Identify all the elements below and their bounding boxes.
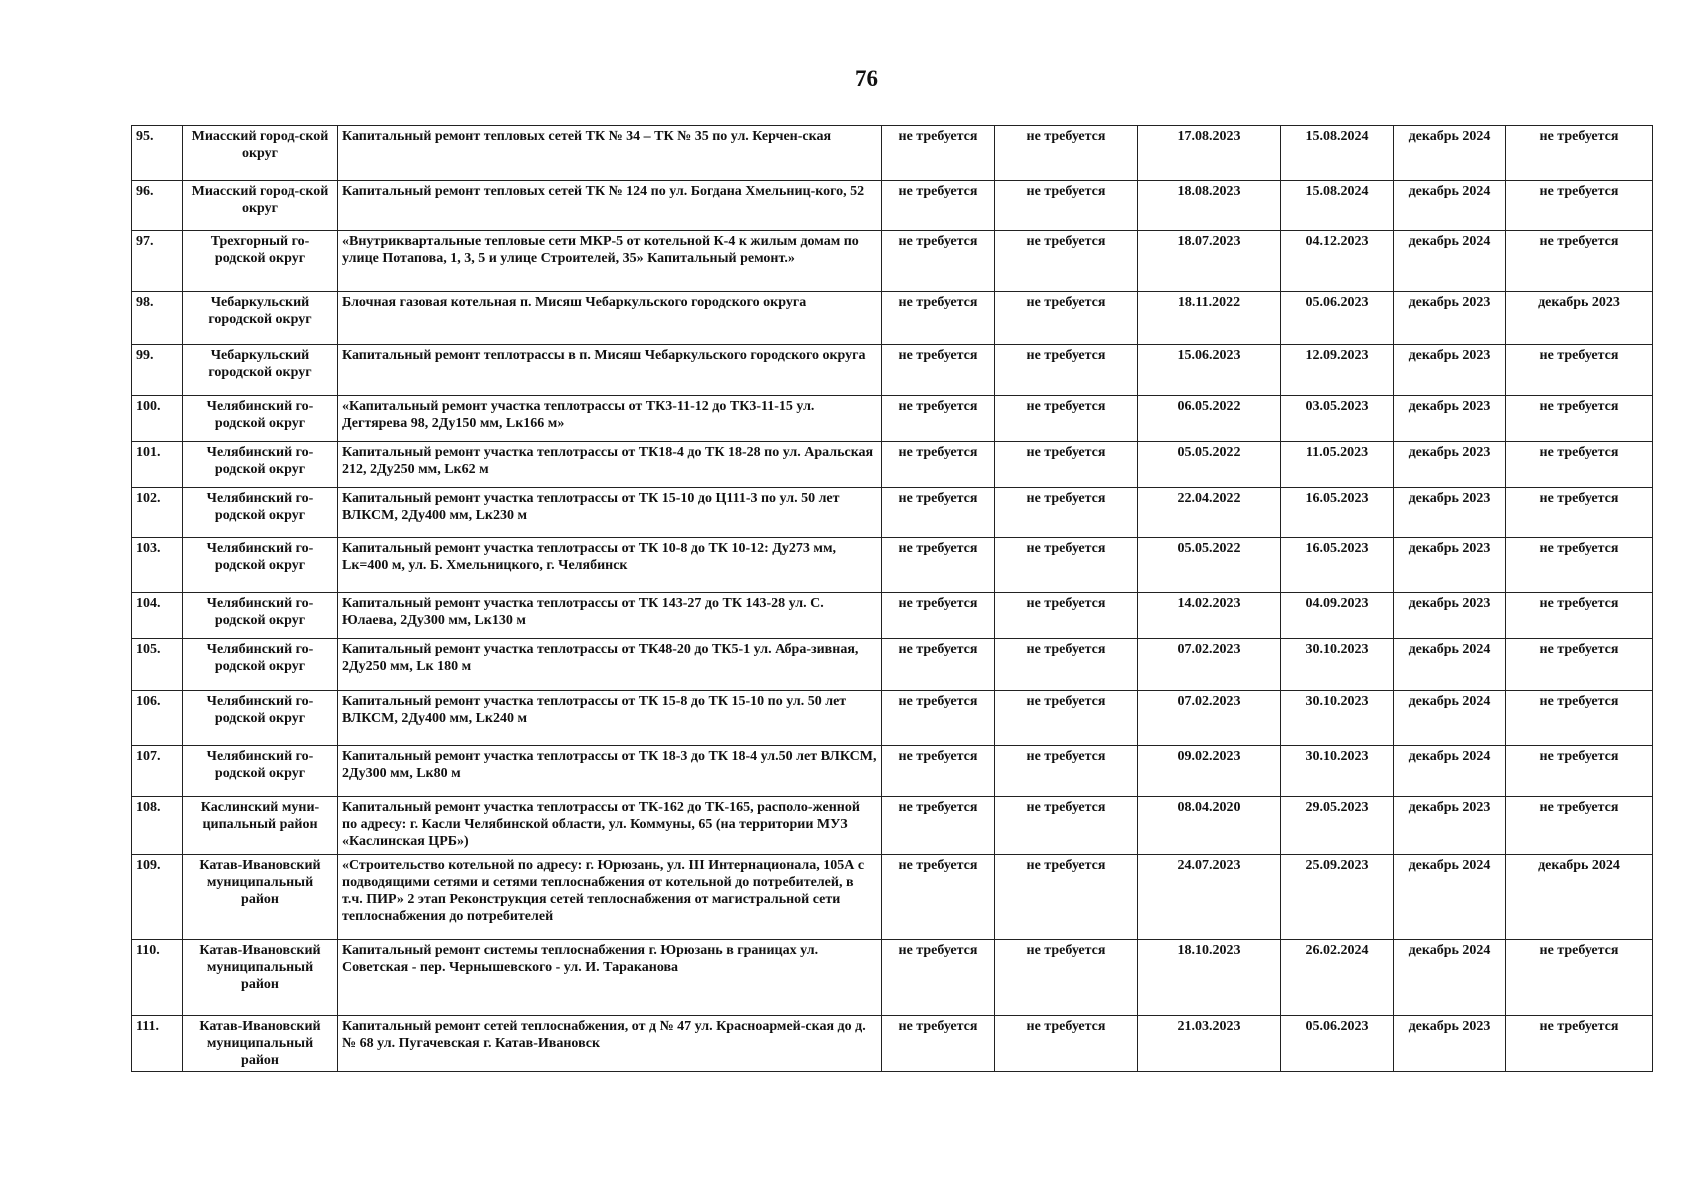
term-cell: декабрь 2023 — [1394, 345, 1506, 396]
requirement-1-cell: не требуется — [882, 797, 995, 855]
date-start-cell: 18.08.2023 — [1138, 181, 1281, 231]
last-column-cell: не требуется — [1506, 797, 1653, 855]
table-row — [132, 940, 1653, 1016]
table-body — [132, 126, 1653, 1072]
term-cell: декабрь 2023 — [1394, 593, 1506, 639]
row-number: 103. — [132, 538, 183, 593]
row-number: 106. — [132, 691, 183, 746]
row-number: 104. — [132, 593, 183, 639]
last-column-cell: не требуется — [1506, 126, 1653, 181]
object-name-cell: Капитальный ремонт тепловых сетей ТК № 124 по ул. Богдана Хмельниц-кого, 52 — [338, 181, 882, 231]
table-row — [132, 181, 1653, 231]
requirement-2-cell: не требуется — [995, 855, 1138, 940]
row-number: 96. — [132, 181, 183, 231]
date-start-cell: 14.02.2023 — [1138, 593, 1281, 639]
row-number: 110. — [132, 940, 183, 1016]
table-row — [132, 396, 1653, 442]
table-row — [132, 746, 1653, 797]
table-row — [132, 231, 1653, 292]
last-column-cell: не требуется — [1506, 396, 1653, 442]
last-column-cell: не требуется — [1506, 538, 1653, 593]
date-start-cell: 22.04.2022 — [1138, 488, 1281, 538]
date-end-cell: 15.08.2024 — [1281, 181, 1394, 231]
date-start-cell: 18.11.2022 — [1138, 292, 1281, 345]
term-cell: декабрь 2024 — [1394, 940, 1506, 1016]
term-cell: декабрь 2024 — [1394, 639, 1506, 691]
term-cell: декабрь 2023 — [1394, 538, 1506, 593]
date-start-cell: 18.07.2023 — [1138, 231, 1281, 292]
last-column-cell: не требуется — [1506, 345, 1653, 396]
requirement-1-cell: не требуется — [882, 691, 995, 746]
table-row — [132, 593, 1653, 639]
date-end-cell: 11.05.2023 — [1281, 442, 1394, 488]
requirement-2-cell: не требуется — [995, 126, 1138, 181]
requirement-1-cell: не требуется — [882, 593, 995, 639]
requirement-1-cell: не требуется — [882, 639, 995, 691]
date-end-cell: 30.10.2023 — [1281, 746, 1394, 797]
term-cell: декабрь 2024 — [1394, 855, 1506, 940]
object-name-cell: Капитальный ремонт системы теплоснабжения г. Юрюзань в границах ул. Советская - пер. Чернышевского - ул. И. Тараканова — [338, 940, 882, 1016]
date-end-cell: 04.12.2023 — [1281, 231, 1394, 292]
last-column-cell: не требуется — [1506, 746, 1653, 797]
last-column-cell: не требуется — [1506, 639, 1653, 691]
date-start-cell: 06.05.2022 — [1138, 396, 1281, 442]
date-end-cell: 03.05.2023 — [1281, 396, 1394, 442]
table-row — [132, 1016, 1653, 1072]
municipality-cell: Челябинский го-родской округ — [183, 442, 338, 488]
requirement-2-cell: не требуется — [995, 231, 1138, 292]
object-name-cell: Капитальный ремонт участка теплотрассы от ТК 143-27 до ТК 143-28 ул. С. Юлаева, 2Ду300 мм, Lк130 м — [338, 593, 882, 639]
object-name-cell: Капитальный ремонт участка теплотрассы от ТК48-20 до ТК5-1 ул. Абра-зивная, 2Ду250 мм, Lк 180 м — [338, 639, 882, 691]
municipality-cell: Катав-Ивановский муниципальный район — [183, 940, 338, 1016]
term-cell: декабрь 2023 — [1394, 1016, 1506, 1072]
date-start-cell: 07.02.2023 — [1138, 639, 1281, 691]
table-row — [132, 797, 1653, 855]
requirement-2-cell: не требуется — [995, 746, 1138, 797]
term-cell: декабрь 2024 — [1394, 691, 1506, 746]
requirement-1-cell: не требуется — [882, 126, 995, 181]
date-start-cell: 07.02.2023 — [1138, 691, 1281, 746]
term-cell: декабрь 2023 — [1394, 488, 1506, 538]
date-start-cell: 05.05.2022 — [1138, 442, 1281, 488]
municipality-cell: Каслинский муни-ципальный район — [183, 797, 338, 855]
date-end-cell: 15.08.2024 — [1281, 126, 1394, 181]
objects-table — [131, 125, 1653, 1072]
object-name-cell: Капитальный ремонт участка теплотрассы от ТК 18-3 до ТК 18-4 ул.50 лет ВЛКСМ, 2Ду300 мм, Lк80 м — [338, 746, 882, 797]
municipality-cell: Челябинский го-родской округ — [183, 639, 338, 691]
municipality-cell: Трехгорный го-родской округ — [183, 231, 338, 292]
date-start-cell: 05.05.2022 — [1138, 538, 1281, 593]
date-start-cell: 18.10.2023 — [1138, 940, 1281, 1016]
term-cell: декабрь 2024 — [1394, 746, 1506, 797]
date-end-cell: 26.02.2024 — [1281, 940, 1394, 1016]
municipality-cell: Челябинский го-родской округ — [183, 488, 338, 538]
requirement-2-cell: не требуется — [995, 639, 1138, 691]
row-number: 99. — [132, 345, 183, 396]
requirement-1-cell: не требуется — [882, 940, 995, 1016]
requirement-2-cell: не требуется — [995, 488, 1138, 538]
last-column-cell: декабрь 2024 — [1506, 855, 1653, 940]
requirement-2-cell: не требуется — [995, 345, 1138, 396]
object-name-cell: «Внутриквартальные тепловые сети МКР-5 от котельной К-4 к жилым домам по улице Потапова, 1, 3, 5 и улице Строителей, 35» Капитальный ремонт.» — [338, 231, 882, 292]
date-end-cell: 30.10.2023 — [1281, 639, 1394, 691]
term-cell: декабрь 2023 — [1394, 396, 1506, 442]
requirement-1-cell: не требуется — [882, 488, 995, 538]
requirement-2-cell: не требуется — [995, 797, 1138, 855]
object-name-cell: Капитальный ремонт сетей теплоснабжения, от д № 47 ул. Красноармей-ская до д.№ 68 ул. Пугачевская г. Катав-Ивановск — [338, 1016, 882, 1072]
date-start-cell: 08.04.2020 — [1138, 797, 1281, 855]
requirement-2-cell: не требуется — [995, 442, 1138, 488]
requirement-1-cell: не требуется — [882, 292, 995, 345]
last-column-cell: не требуется — [1506, 231, 1653, 292]
requirement-2-cell: не требуется — [995, 292, 1138, 345]
requirement-2-cell: не требуется — [995, 1016, 1138, 1072]
last-column-cell: не требуется — [1506, 488, 1653, 538]
last-column-cell: не требуется — [1506, 1016, 1653, 1072]
object-name-cell: Капитальный ремонт участка теплотрассы от ТК 10-8 до ТК 10-12: Ду273 мм, Lк=400 м, ул. Б. Хмельницкого, г. Челябинск — [338, 538, 882, 593]
date-end-cell: 05.06.2023 — [1281, 1016, 1394, 1072]
term-cell: декабрь 2023 — [1394, 797, 1506, 855]
date-end-cell: 04.09.2023 — [1281, 593, 1394, 639]
row-number: 100. — [132, 396, 183, 442]
date-start-cell: 17.08.2023 — [1138, 126, 1281, 181]
municipality-cell: Челябинский го-родской округ — [183, 396, 338, 442]
requirement-1-cell: не требуется — [882, 181, 995, 231]
row-number: 109. — [132, 855, 183, 940]
requirement-2-cell: не требуется — [995, 593, 1138, 639]
requirement-1-cell: не требуется — [882, 746, 995, 797]
object-name-cell: Капитальный ремонт участка теплотрассы от ТК 15-10 до Ц111-3 по ул. 50 лет ВЛКСМ, 2Ду400 мм, Lк230 м — [338, 488, 882, 538]
requirement-1-cell: не требуется — [882, 231, 995, 292]
row-number: 95. — [132, 126, 183, 181]
municipality-cell: Катав-Ивановский муниципальный район — [183, 855, 338, 940]
row-number: 105. — [132, 639, 183, 691]
object-name-cell: Капитальный ремонт теплотрассы в п. Мисяш Чебаркульского городского округа — [338, 345, 882, 396]
requirement-2-cell: не требуется — [995, 691, 1138, 746]
row-number: 98. — [132, 292, 183, 345]
object-name-cell: Капитальный ремонт участка теплотрассы от ТК-162 до ТК-165, располо-женной по адресу: г. Касли Челябинской области, ул. Коммуны, 65 (на территории МУЗ «Каслинская ЦРБ») — [338, 797, 882, 855]
date-start-cell: 21.03.2023 — [1138, 1016, 1281, 1072]
requirement-1-cell: не требуется — [882, 345, 995, 396]
requirement-1-cell: не требуется — [882, 396, 995, 442]
table-row — [132, 488, 1653, 538]
table-row — [132, 855, 1653, 940]
requirement-2-cell: не требуется — [995, 538, 1138, 593]
term-cell: декабрь 2024 — [1394, 126, 1506, 181]
row-number: 97. — [132, 231, 183, 292]
date-end-cell: 29.05.2023 — [1281, 797, 1394, 855]
requirement-2-cell: не требуется — [995, 396, 1138, 442]
last-column-cell: не требуется — [1506, 940, 1653, 1016]
date-end-cell: 30.10.2023 — [1281, 691, 1394, 746]
last-column-cell: не требуется — [1506, 691, 1653, 746]
object-name-cell: Блочная газовая котельная п. Мисяш Чебаркульского городского округа — [338, 292, 882, 345]
row-number: 107. — [132, 746, 183, 797]
table-row — [132, 639, 1653, 691]
table-row — [132, 691, 1653, 746]
requirement-2-cell: не требуется — [995, 181, 1138, 231]
last-column-cell: не требуется — [1506, 442, 1653, 488]
date-start-cell: 15.06.2023 — [1138, 345, 1281, 396]
row-number: 101. — [132, 442, 183, 488]
last-column-cell: не требуется — [1506, 593, 1653, 639]
term-cell: декабрь 2023 — [1394, 292, 1506, 345]
requirement-1-cell: не требуется — [882, 1016, 995, 1072]
table-row — [132, 345, 1653, 396]
table-row — [132, 538, 1653, 593]
row-number: 108. — [132, 797, 183, 855]
last-column-cell: не требуется — [1506, 181, 1653, 231]
requirement-1-cell: не требуется — [882, 442, 995, 488]
term-cell: декабрь 2024 — [1394, 231, 1506, 292]
municipality-cell: Катав-Ивановский муниципальный район — [183, 1016, 338, 1072]
object-name-cell: «Строительство котельной по адресу: г. Юрюзань, ул. III Интернационала, 105А с подводящими сетями и сетями теплоснабжения от котельной до потребителей, в т.ч. ПИР» 2 этап Реконструкция сетей теплоснабжения от магистральной сети теплоснабжения до потребителей — [338, 855, 882, 940]
page-number: 76 — [855, 66, 878, 91]
municipality-cell: Челябинский го-родской округ — [183, 593, 338, 639]
object-name-cell: Капитальный ремонт участка теплотрассы от ТК18-4 до ТК 18-28 по ул. Аральская 212, 2Ду250 мм, Lк62 м — [338, 442, 882, 488]
municipality-cell: Челябинский го-родской округ — [183, 538, 338, 593]
date-start-cell: 24.07.2023 — [1138, 855, 1281, 940]
requirement-1-cell: не требуется — [882, 855, 995, 940]
date-end-cell: 16.05.2023 — [1281, 488, 1394, 538]
date-end-cell: 25.09.2023 — [1281, 855, 1394, 940]
table-row — [132, 126, 1653, 181]
term-cell: декабрь 2023 — [1394, 442, 1506, 488]
requirement-2-cell: не требуется — [995, 940, 1138, 1016]
municipality-cell: Миасский город-ской округ — [183, 181, 338, 231]
municipality-cell: Челябинский го-родской округ — [183, 746, 338, 797]
municipality-cell: Челябинский го-родской округ — [183, 691, 338, 746]
requirement-1-cell: не требуется — [882, 538, 995, 593]
date-end-cell: 12.09.2023 — [1281, 345, 1394, 396]
municipality-cell: Чебаркульский городской округ — [183, 345, 338, 396]
row-number: 102. — [132, 488, 183, 538]
object-name-cell: «Капитальный ремонт участка теплотрассы от ТК3-11-12 до ТК3-11-15 ул. Дегтярева 98, 2Ду150 мм, Lк166 м» — [338, 396, 882, 442]
table-row — [132, 442, 1653, 488]
date-end-cell: 16.05.2023 — [1281, 538, 1394, 593]
municipality-cell: Чебаркульский городской округ — [183, 292, 338, 345]
date-start-cell: 09.02.2023 — [1138, 746, 1281, 797]
term-cell: декабрь 2024 — [1394, 181, 1506, 231]
table-row — [132, 292, 1653, 345]
date-end-cell: 05.06.2023 — [1281, 292, 1394, 345]
object-name-cell: Капитальный ремонт участка теплотрассы от ТК 15-8 до ТК 15-10 по ул. 50 лет ВЛКСМ, 2Ду400 мм, Lк240 м — [338, 691, 882, 746]
municipality-cell: Миасский город-ской округ — [183, 126, 338, 181]
row-number: 111. — [132, 1016, 183, 1072]
last-column-cell: декабрь 2023 — [1506, 292, 1653, 345]
object-name-cell: Капитальный ремонт тепловых сетей ТК № 34 – ТК № 35 по ул. Керчен-ская — [338, 126, 882, 181]
